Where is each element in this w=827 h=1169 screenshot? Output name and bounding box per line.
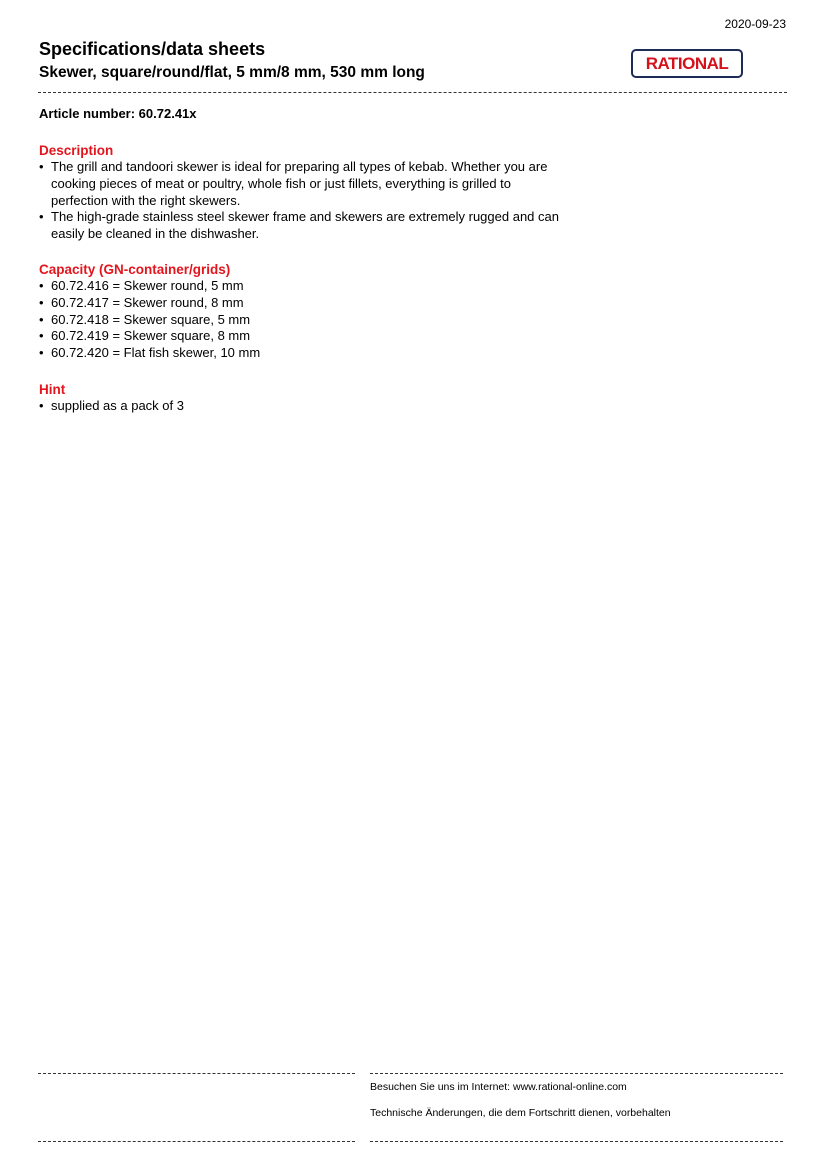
list-item: • 60.72.417 = Skewer round, 8 mm: [39, 295, 559, 312]
rational-logo: [631, 49, 743, 78]
page-title: Specifications/data sheets: [39, 39, 266, 59]
hint-section: [39, 381, 559, 415]
list-item: • 60.72.420 = Flat fish skewer, 10 mm: [39, 345, 559, 362]
list-item: • supplied as a pack of 3: [39, 398, 559, 415]
description-heading: Description: [39, 143, 114, 158]
footer-divider: [38, 1141, 355, 1142]
header-divider: [38, 92, 787, 93]
footer-divider: [370, 1073, 783, 1074]
capacity-heading: Capacity (GN-container/grids): [39, 262, 231, 277]
list-item: • 60.72.416 = Skewer round, 5 mm: [39, 278, 559, 295]
footer-website: Besuchen Sie uns im Internet: www.rational-online.com: [370, 1081, 627, 1093]
footer-disclaimer: Technische Änderungen, die dem Fortschritt dienen, vorbehalten: [370, 1107, 671, 1119]
document-date: 2020-09-23: [724, 17, 786, 31]
description-section: [39, 142, 559, 243]
product-subtitle: Skewer, square/round/flat, 5 mm/8 mm, 530 mm long: [39, 64, 425, 81]
list-item: • The high-grade stainless steel skewer frame and skewers are extremely rugged and can easily be cleaned in the dishwasher.: [39, 209, 559, 243]
list-item: • 60.72.418 = Skewer square, 5 mm: [39, 312, 559, 329]
footer-divider: [38, 1073, 355, 1074]
article-number: Article number: 60.72.41x: [39, 106, 197, 121]
capacity-section: [39, 261, 559, 362]
list-item: • 60.72.419 = Skewer square, 8 mm: [39, 328, 559, 345]
logo-text: RATIONAL: [645, 53, 729, 73]
footer-divider: [370, 1141, 783, 1142]
hint-heading: Hint: [39, 382, 66, 397]
list-item: • The grill and tandoori skewer is ideal for preparing all types of kebab. Whether you are cooking pieces of meat or poultry, whole fish or just fillets, everything is grilled to perfection with the right skewers.: [39, 159, 559, 209]
